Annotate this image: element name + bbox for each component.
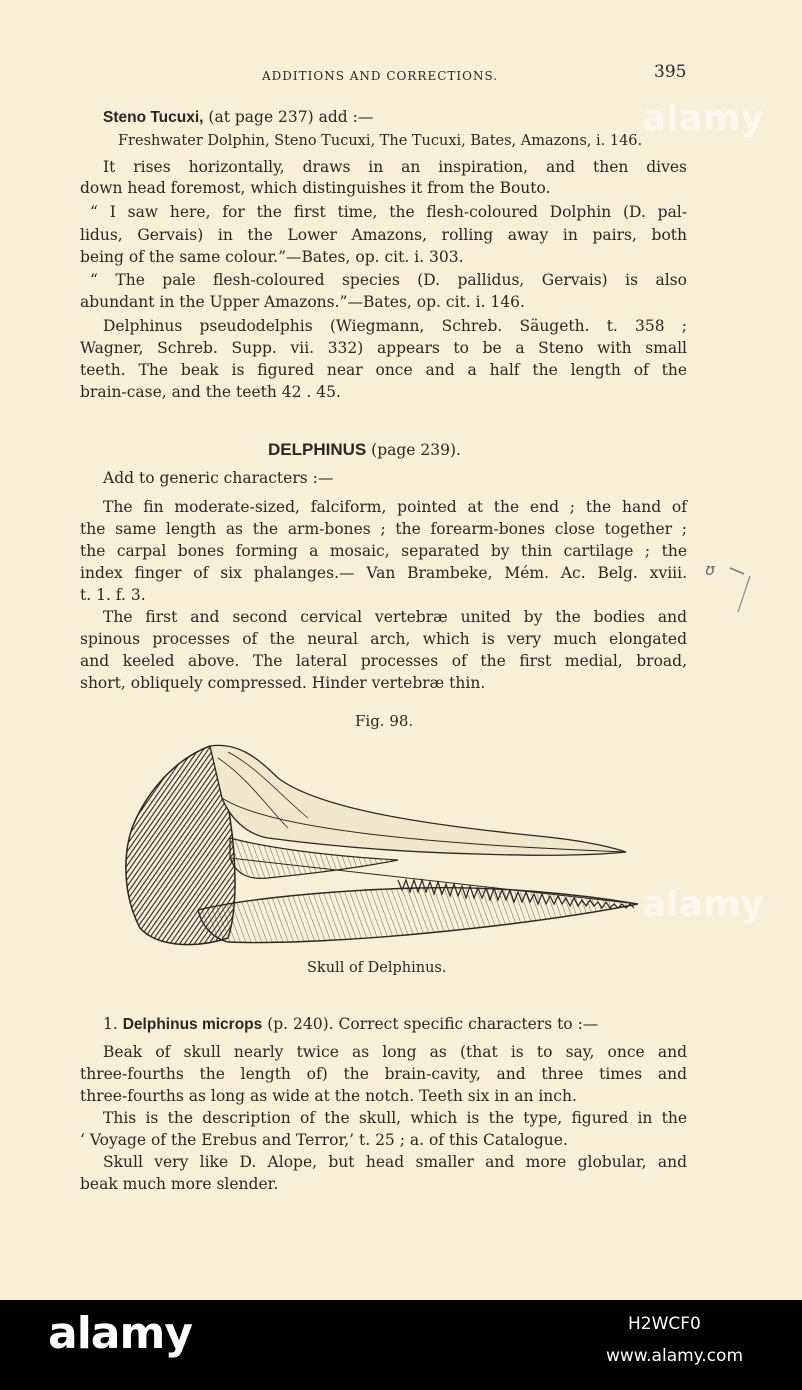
watermark: alamy [642, 884, 764, 925]
figure-caption: Skull of Delphinus. [307, 960, 447, 976]
steno-line: teeth. The beak is figured near once and a half the length of the [80, 361, 687, 379]
microps-line: ‘ Voyage of the Erebus and Terror,’ t. 25 ; a. of this Catalogue. [80, 1131, 568, 1149]
microps-rest: (p. 240). Correct specific characters to :— [262, 1015, 599, 1033]
microps-name: Delphinus microps [122, 1016, 263, 1033]
delphinus-heading [268, 440, 461, 460]
microps-number: 1. [103, 1015, 118, 1033]
stock-image-id: H2WCF0 [628, 1314, 701, 1334]
page-number: 395 [654, 62, 687, 82]
dolphin-skull-illustration [118, 738, 648, 953]
microps-line: three-fourths the length of) the brain-cavity, and three times and [80, 1065, 687, 1083]
steno-line: abundant in the Upper Amazons.”—Bates, op. cit. i. 146. [80, 293, 525, 311]
steno-title-rest: (at page 237) add :— [203, 108, 374, 126]
steno-line: Wagner, Schreb. Supp. vii. 332) appears to be a Steno with small [80, 339, 687, 357]
delphinus-line: the same length as the arm-bones ; the forearm-bones close together ; [80, 520, 687, 538]
stock-logo: alamy [48, 1308, 192, 1359]
delphinus-heading-bold: DELPHINUS [268, 440, 367, 459]
steno-line: “ I saw here, for the first time, the flesh-coloured Dolphin (D. pal- [90, 203, 687, 221]
microps-line: beak much more slender. [80, 1175, 279, 1193]
microps-line: Skull very like D. Alope, but head smaller and more globular, and [103, 1153, 687, 1171]
stock-url: www.alamy.com [606, 1346, 744, 1366]
steno-title: Steno Tucuxi, [103, 109, 204, 126]
delphinus-line: the carpal bones forming a mosaic, separated by thin cartilage ; the [80, 542, 687, 560]
steno-line: brain-case, and the teeth 42 . 45. [80, 383, 341, 401]
microps-line: This is the description of the skull, which is the type, figured in the [103, 1109, 687, 1127]
steno-line: “ The pale flesh-coloured species (D. pallidus, Gervais) is also [90, 271, 687, 289]
delphinus-line: t. 1. f. 3. [80, 586, 146, 604]
steno-line: being of the same colour.”—Bates, op. cit. i. 303. [80, 248, 464, 266]
running-title: ADDITIONS AND CORRECTIONS. [262, 69, 499, 83]
delphinus-line: Add to generic characters :— [103, 469, 334, 487]
steno-line: lidus, Gervais) in the Lower Amazons, rolling away in pairs, both [80, 226, 687, 244]
microps-heading [103, 1014, 598, 1035]
margin-pencil-mark [728, 562, 758, 618]
delphinus-heading-rest: (page 239). [366, 441, 461, 459]
steno-heading [103, 107, 373, 128]
microps-line: Beak of skull nearly twice as long as (that is to say, once and [103, 1043, 687, 1061]
delphinus-line: and keeled above. The lateral processes of the first medial, broad, [80, 652, 687, 670]
delphinus-line: The fin moderate-sized, falciform, pointed at the end ; the hand of [103, 498, 687, 516]
delphinus-line: The first and second cervical vertebræ united by the bodies and [103, 608, 687, 626]
watermark: alamy [642, 98, 764, 139]
steno-line: Delphinus pseudodelphis (Wiegmann, Schreb. Säugeth. t. 358 ; [103, 317, 687, 335]
delphinus-line: short, obliquely compressed. Hinder vertebræ thin. [80, 674, 486, 692]
steno-line: down head foremost, which distinguishes it from the Bouto. [80, 179, 551, 197]
margin-note: ʊ [705, 560, 715, 579]
delphinus-line: index finger of six phalanges.— Van Brambeke, Mém. Ac. Belg. xviii. [80, 564, 687, 582]
delphinus-line: spinous processes of the neural arch, which is very much elongated [80, 630, 687, 648]
steno-line: It rises horizontally, draws in an inspiration, and then dives [103, 158, 687, 176]
steno-line: Freshwater Dolphin, Steno Tucuxi, The Tucuxi, Bates, Amazons, i. 146. [118, 133, 643, 149]
figure-label: Fig. 98. [355, 712, 414, 730]
microps-line: three-fourths as long as wide at the notch. Teeth six in an inch. [80, 1087, 577, 1105]
